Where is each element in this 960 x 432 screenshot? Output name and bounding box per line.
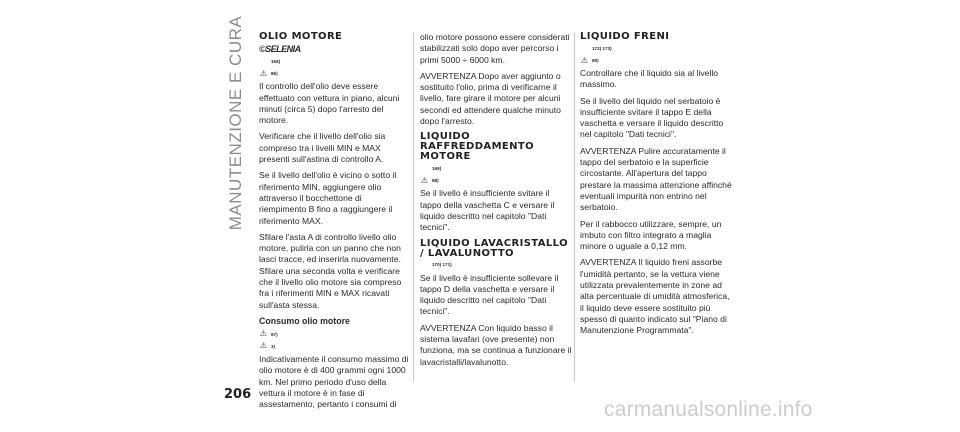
- warning-icon: ⚠: [259, 68, 268, 78]
- page-number: 206: [224, 387, 252, 402]
- reference-text: 89): [592, 57, 599, 63]
- reference-text: 88): [432, 178, 439, 184]
- paragraph: Il controllo dell'olio deve essere effettuato con vettura in piano, alcuni minuti (circa 5) dopo l'arresto del motore.: [259, 81, 400, 126]
- section-title-olio-motore: OLIO MOTORE: [259, 31, 343, 42]
- paragraph: AVVERTENZA Il liquido freni assorbe l'umidità pertanto, se la vettura viene utilizzata prevalentemente in zone ad alta percentuale di umidità atmosferica, il liquido deve essere sostituito più spesso di quanto indicato sul "Piano di Manutenzione Programmata".: [580, 257, 730, 336]
- warning-icon: ⚠: [259, 329, 268, 339]
- paragraph: AVVERTENZA Pulire accuratamente il tappo del serbatoio e la superficie circostante. All'apertura del tappo prestare la massima attenzione affinché eventuali impurità non entrino nel serbatoio.: [580, 145, 732, 213]
- section-title-liquido-lavacristallo: LIQUIDO LAVACRISTALLO / LAVALUNOTTO: [420, 237, 568, 259]
- brand-logo: ©SELENIA: [259, 44, 301, 54]
- paragraph: Per il rabbocco utilizzare, sempre, un imbuto con filtro integrato a maglia minore o uguale a 0,12 mm.: [580, 218, 722, 252]
- paragraph: Verificare che il livello dell'olio sia compreso tra i livelli MIN e MAX presenti sull'astina di controllo A.: [259, 131, 386, 165]
- column-1: [259, 32, 409, 415]
- paragraph: AVVERTENZA Con liquido basso il sistema lavafari (ove presente) non funziona, ma se continua a funzionare il lavacristalli/lavalunotto.: [420, 322, 572, 367]
- subsection-title: Consumo olio motore: [259, 315, 350, 326]
- reference-block: [259, 57, 409, 66]
- paragraph: Se il livello dell'olio è vicino o sotto il riferimento MIN, aggiungere olio attraverso il bocchettone di riempimento B fino a raggiungere il riferimento MAX.: [259, 170, 397, 226]
- section-title-liquido-freni: LIQUIDO FRENI: [580, 31, 670, 42]
- section-side-tab-label: MANUTENZIONE E CURA: [226, 15, 245, 231]
- paragraph: olio motore possono essere considerati stabilizzati solo dopo aver percorso i primi 5000 ÷ 6000 km.: [420, 32, 570, 65]
- column-2: [420, 32, 572, 373]
- reference-block: [259, 330, 409, 339]
- column-3: [580, 32, 732, 342]
- reference-text: 87): [271, 331, 278, 337]
- paragraph: Se il livello del liquido nel serbatoio è insufficiente svitare il tappo E della vaschetta e versare il liquido descritto nel capitolo "Dati tecnici".: [580, 95, 724, 140]
- paragraph: Indicativamente il consumo massimo di olio motore è di 400 grammi ogni 1000 km. Nel primo periodo d'uso della vettura il motore è in fase di assestamento, pertanto i consumi di: [259, 353, 409, 410]
- paragraph: Se il livello è insufficiente sollevare il tappo D della vaschetta e versare il liquido descritto nel capitolo "Dati tecnici".: [420, 272, 559, 317]
- reference-text: 170) 171): [432, 262, 452, 268]
- section-title-liquido-raffreddamento: LIQUIDO RAFFREDDAMENTO MOTORE: [420, 131, 535, 163]
- warning-icon: ⚠: [420, 175, 429, 185]
- paragraph: Se il livello è insufficiente svitare il tappo della vaschetta C e versare il liquido descritto nel capitolo "Dati tecnici".: [420, 188, 555, 233]
- reference-block: [420, 164, 572, 173]
- section-side-tab: [222, 15, 250, 231]
- reference-text: 86): [271, 71, 278, 77]
- reference-block: [580, 44, 732, 53]
- reference-block: [580, 56, 732, 65]
- column-divider: [574, 32, 575, 382]
- warning-icon: ⚠: [580, 55, 589, 65]
- paragraph: AVVERTENZA Dopo aver aggiunto o sostituito l'olio, prima di verificarne il livello, fare girare il motore per alcuni secondi ed attendere qualche minuto dopo l'arresto.: [420, 70, 561, 127]
- column-divider: [413, 32, 414, 382]
- reference-block: [420, 261, 572, 270]
- paragraph: Sfilare l'asta A di controllo livello olio motore, pulirla con un panno che non lasci tracce, ed inserirla nuovamente. Sfilare una seconda volta e verificare che il livello olio motore sia compreso fra i riferimenti MIN e MAX ricavati sull'asta stessa.: [259, 231, 402, 310]
- warning-icon: ⚠: [259, 341, 268, 351]
- reference-text: 172) 173): [592, 45, 612, 51]
- reference-text: 169): [432, 166, 442, 172]
- reference-block: [259, 342, 409, 351]
- paragraph: Controllare che il liquido sia al livello massimo.: [580, 68, 719, 90]
- watermark: carmanualsonline.info: [604, 398, 813, 421]
- reference-block: [259, 69, 409, 78]
- reference-text: 168): [271, 59, 281, 65]
- reference-block: [420, 176, 572, 185]
- reference-text: 3): [271, 343, 276, 349]
